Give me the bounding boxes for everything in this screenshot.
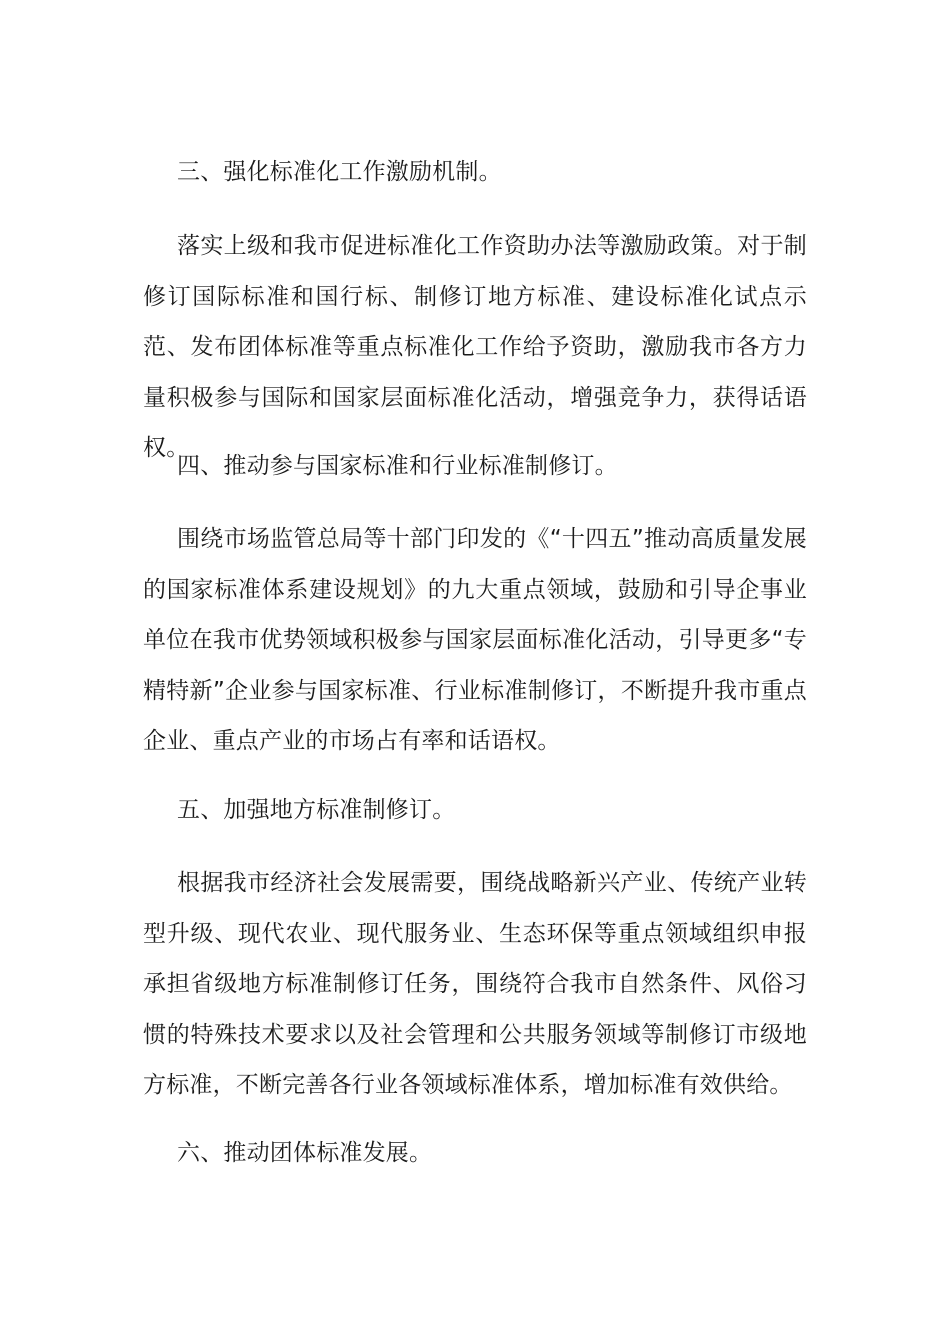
section-paragraph-5: 根据我市经济社会发展需要，围绕战略新兴产业、传统产业转型升级、现代农业、现代服务业、生态环保等重点领域组织申报承担省级地方标准制修订任务，围绕符合我市自然条件、风俗习惯的特殊技术要求以及社会管理和公共服务领域等制修订市级地方标准，不断完善各行业各领域标准体系，增加标准有效供给。 (143, 870, 807, 1098)
section-paragraph-4: 围绕市场监管总局等十部门印发的《“十四五”推动高质量发展的国家标准体系建设规划》的九大重点领域，鼓励和引导企事业单位在我市优势领域积极参与国家层面标准化活动，引导更多“专精特新”企业参与国家标准、行业标准制修订，不断提升我市重点企业、重点产业的市场占有率和话语权。 (143, 526, 807, 754)
section-heading-3: 三、强化标准化工作激励机制。 (177, 159, 502, 185)
section-heading-6: 六、推动团体标准发展。 (177, 1140, 433, 1166)
section-paragraph-3: 落实上级和我市促进标准化工作资助办法等激励政策。对于制修订国际标准和国行标、制修订地方标准、建设标准化试点示范、发布团体标准等重点标准化工作给予资助，激励我市各方力量积极参与国际和国家层面标准化活动，增强竞争力，获得话语权。 (143, 233, 807, 461)
section-heading-5: 五、加强地方标准制修订。 (177, 797, 456, 823)
section-heading-4: 四、推动参与国家标准和行业标准制修订。 (177, 453, 618, 479)
